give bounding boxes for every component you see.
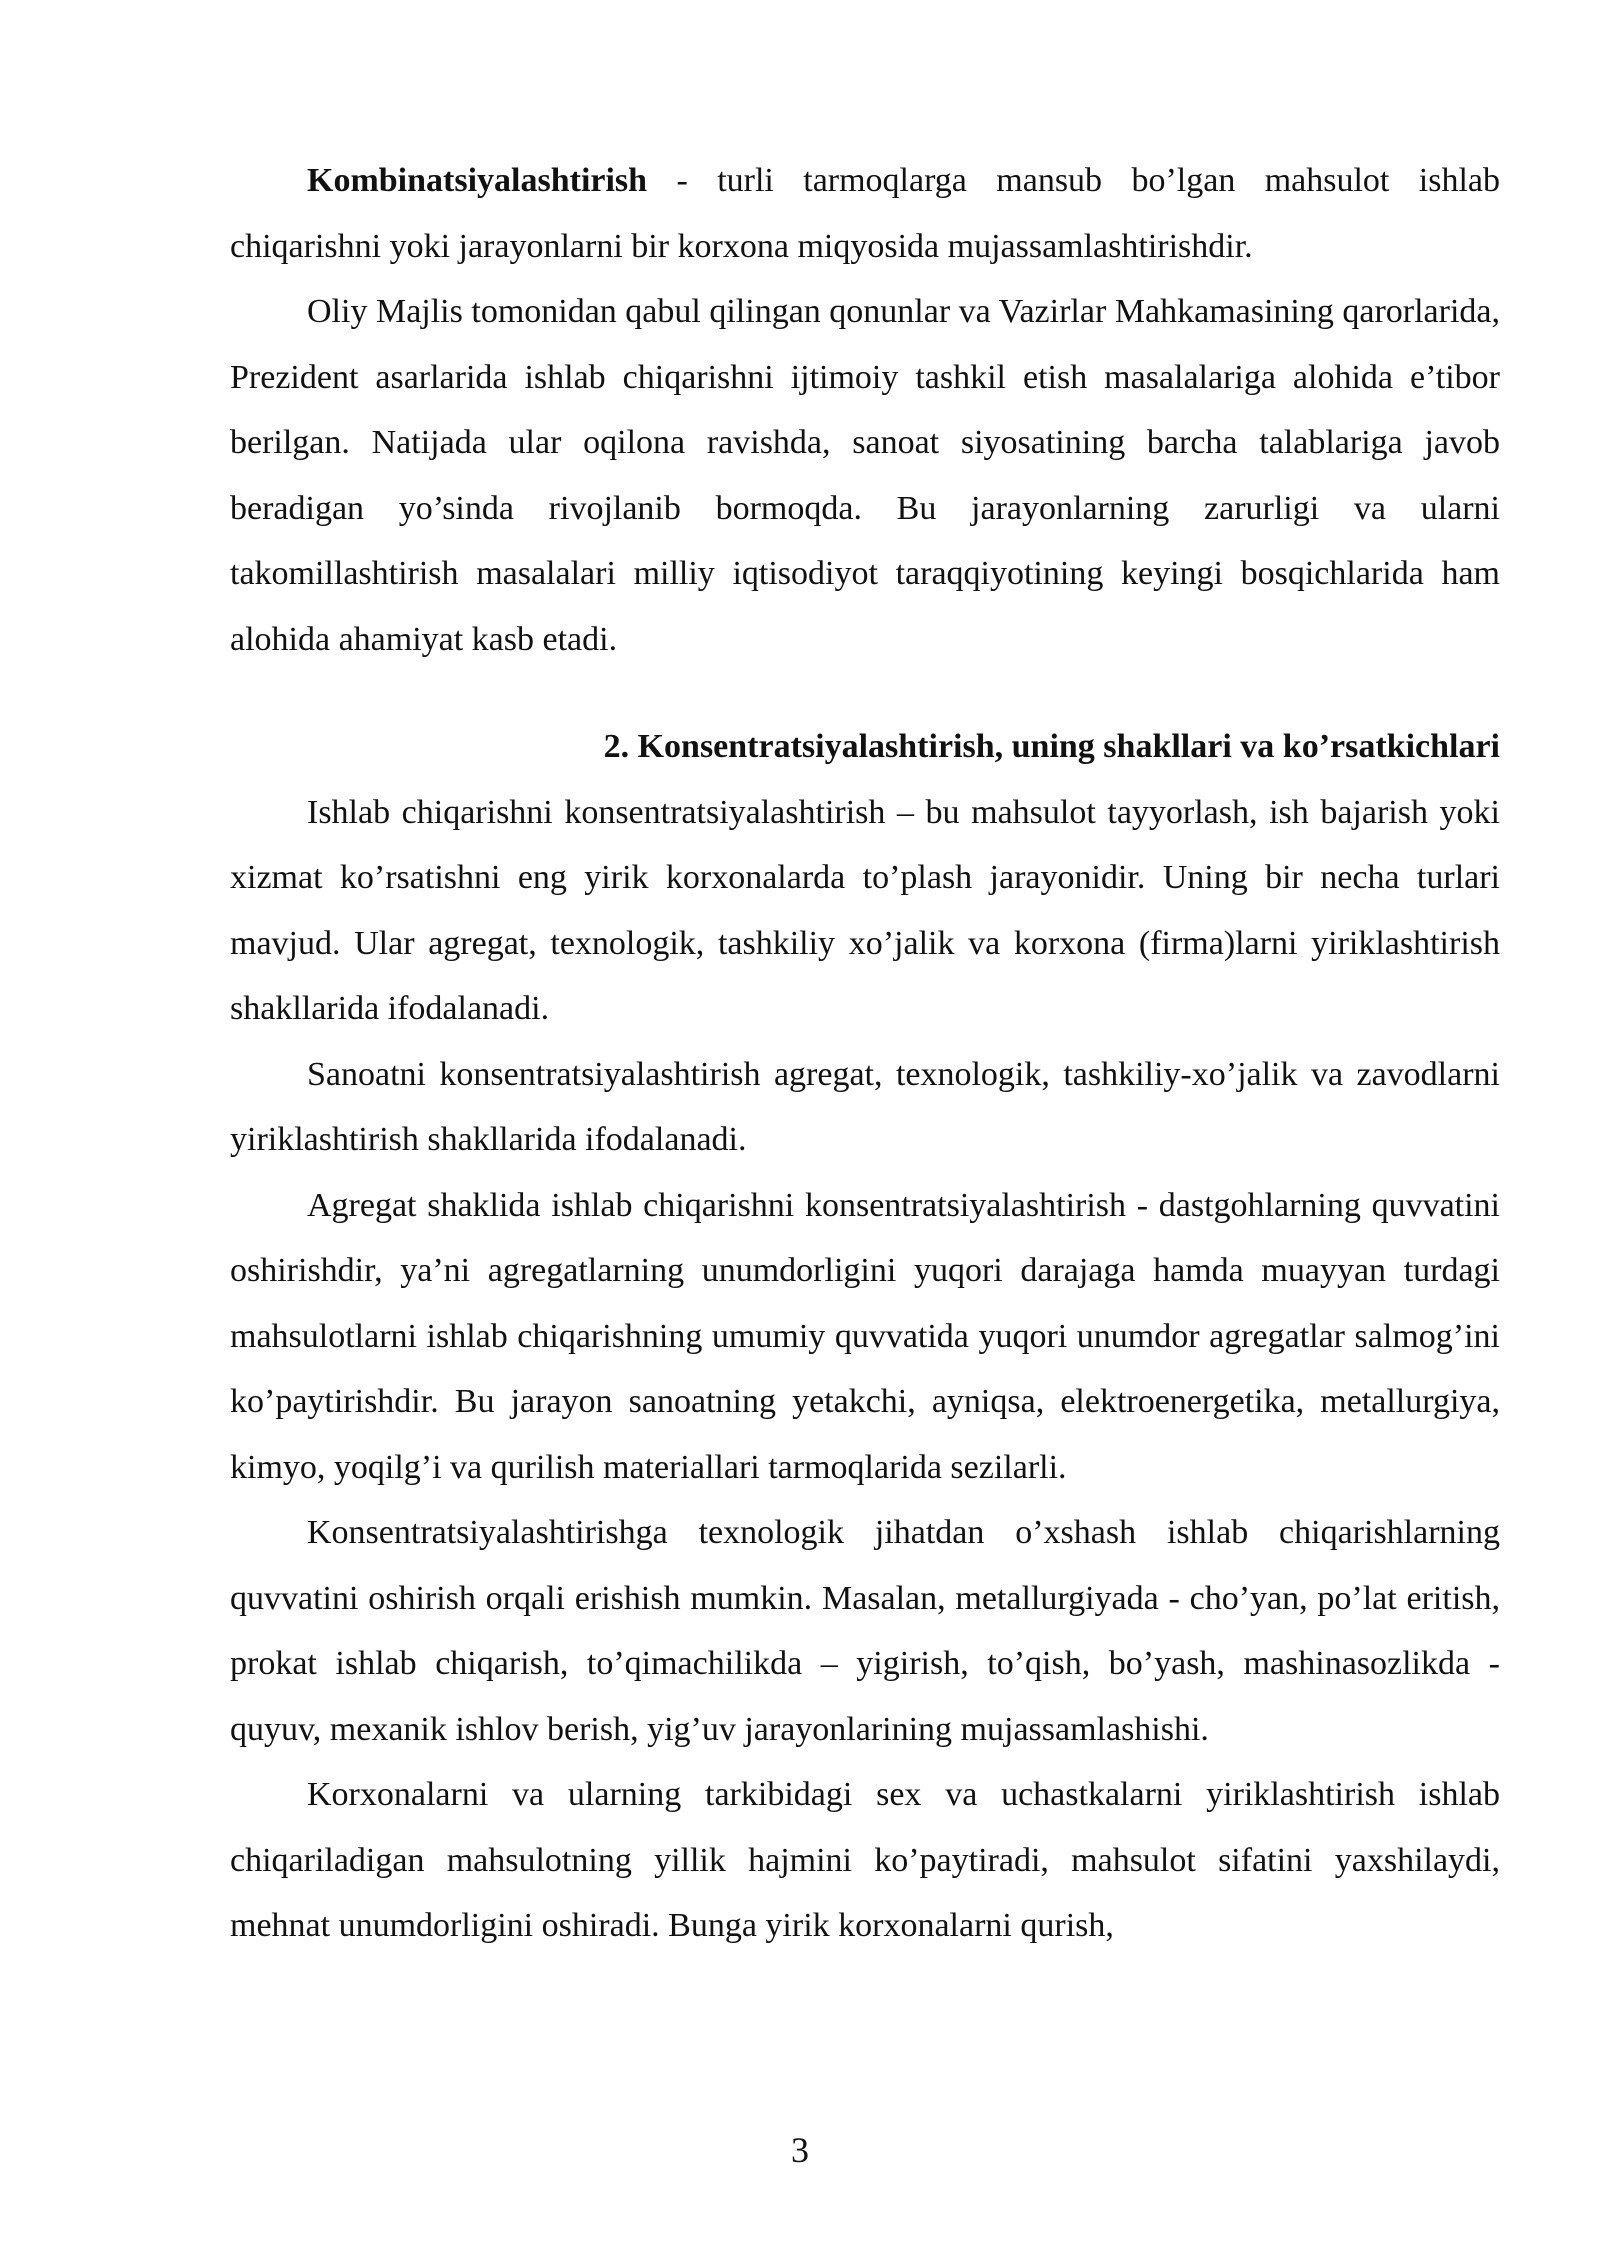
paragraph-concentration-definition: Ishlab chiqarishni konsentratsiyalashtirish – bu mahsulot tayyorlash, ish bajarish yoki xizmat ko’rsatishni eng yirik korxonalarda to’plash jarayonidir. Uning bir necha turlari mavjud. Ular agregat, texnologik, tashkiliy xo’jalik va korxona (firma)larni yiriklashtirish shakllarida ifodalanadi.	[230, 793, 1500, 1027]
paragraph-oliy-majlis: Oliy Majlis tomonidan qabul qilingan qonunlar va Vazirlar Mahkamasining qarorlarida, Prezident asarlarida ishlab chiqarishni ijtimoiy tashkil etish masalalariga alohida e’tibor berilgan. Natijada ular oqilona ravishda, sanoat siyosatining barcha talablariga javob beradigan yo’sinda rivojlanib bormoqda. Bu jarayonlarning zarurligi va ularni takomillashtirish masalalari milliy iqtisodiyot taraqqiyotining keyingi bosqichlarida ham alohida ahamiyat kasb etadi.	[230, 293, 1500, 658]
section-heading: 2. Konsentratsiyalashtirish, uning shakllari va ko’rsatkichlari	[603, 728, 1500, 765]
page-number: 3	[791, 2130, 809, 2170]
page-body	[230, 148, 1500, 1959]
paragraph-technological-form: Konsentratsiyalashtirishga texnologik jihatdan o’xshash ishlab chiqarishlarning quvvatini oshirish orqali erishish mumkin. Masalan, metallurgiyada - cho’yan, po’lat eritish, prokat ishlab chiqarish, to’qimachilikda – yigirish, to’qish, bo’yash, mashinasozlikda - quyuv, mexanik ishlov berish, yig’uv jarayonlarining mujassamlashishi.	[230, 1514, 1500, 1748]
paragraph-aggregate-form: Agregat shaklida ishlab chiqarishni konsentratsiyalashtirish - dastgohlarning quvvatini oshirishdir, ya’ni agregatlarning unumdorligini yuqori darajaga hamda muayyan turdagi mahsulotlarni ishlab chiqarishning umumiy quvvatida yuqori unumdor agregatlar salmog’ini ko’paytirishdir. Bu jarayon sanoatning yetakchi, ayniqsa, elektroenergetika, metallurgiya, kimyo, yoqilg’i va qurilish materiallari tarmoqlarida sezilarli.	[230, 1186, 1500, 1486]
paragraph-enterprise-enlargement: Korxonalarni va ularning tarkibidagi sex va uchastkalarni yiriklashtirish ishlab chiqariladigan mahsulotning yillik hajmini ko’paytiradi, mahsulot sifatini yaxshilaydi, mehnat unumdorligini oshiradi. Bunga yirik korxonalarni qurish,	[230, 1776, 1500, 1944]
intro-paragraph	[230, 148, 1500, 279]
intro-term: Kombinatsiyalashtirish	[307, 162, 648, 199]
paragraph-industry-concentration: Sanoatni konsentratsiyalashtirish agregat, texnologik, tashkiliy-xo’jalik va zavodlarni yiriklashtirish shakllarida ifodalanadi.	[230, 1055, 1500, 1158]
intro-definition: - turli tarmoqlarga mansub bo’lgan mahsulot ishlab chiqarishni yoki jarayonlarni bir korxona miqyosida mujassamlashtirishdir.	[230, 162, 1500, 265]
